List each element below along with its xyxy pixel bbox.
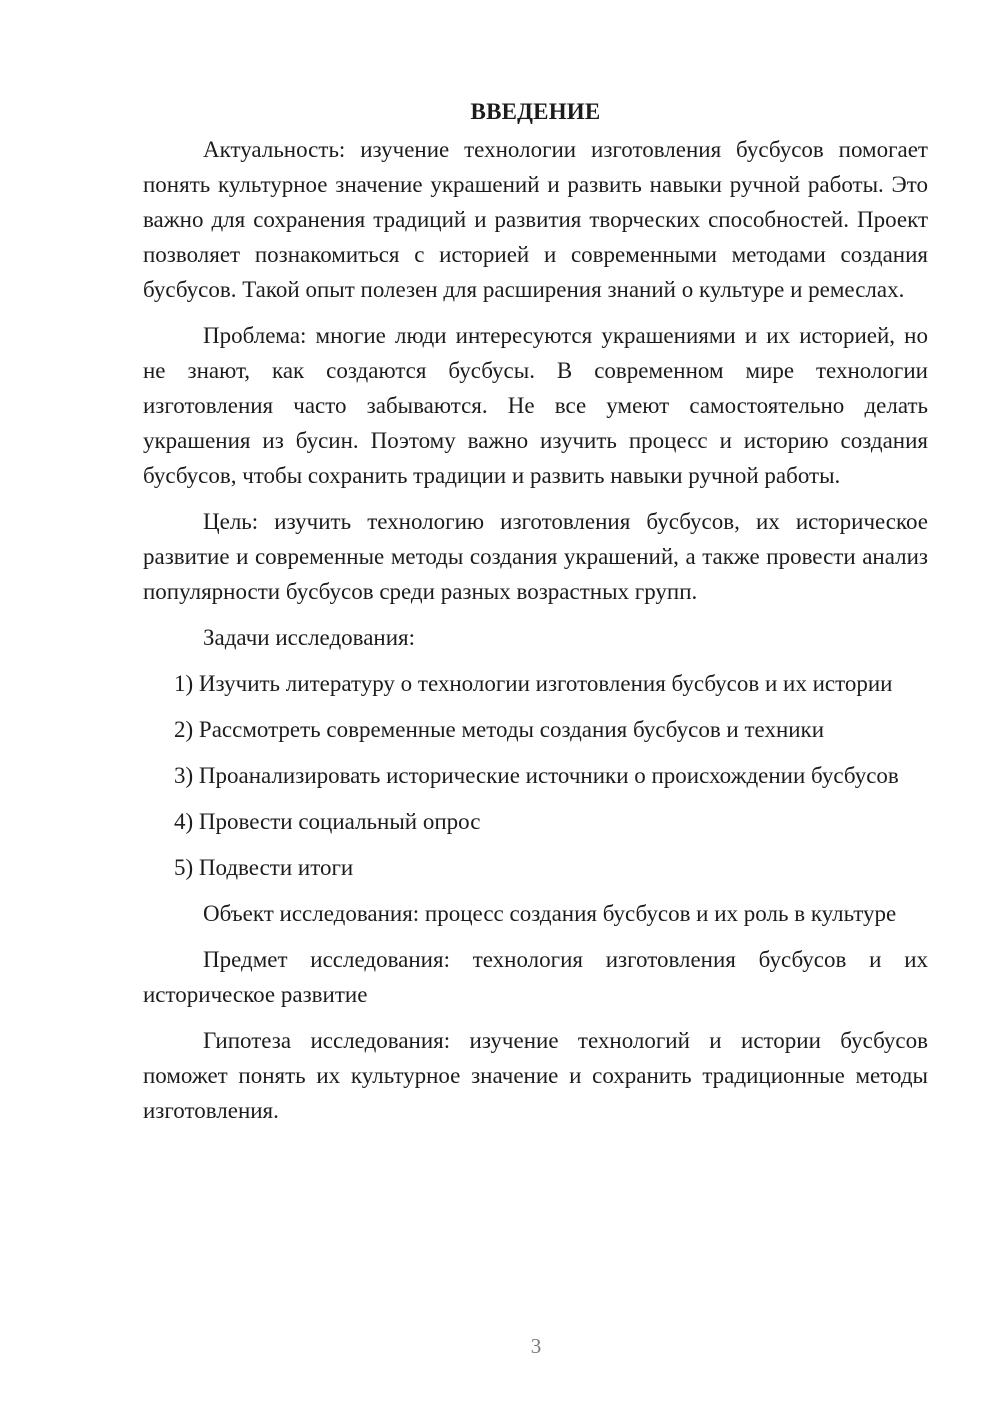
hypothesis-paragraph: Гипотеза исследования: изучение технологий и истории бусбусов поможет понять их культурное значение и сохранить традиционные методы изготовления. xyxy=(143,1028,928,1123)
relevance-paragraph: Актуальность: изучение технологии изготовления бусбусов помогает понять культурное значение украшений и развить навыки ручной работы. Это важно для сохранения традиций и развития творческих способностей. Проект позволяет познакомиться с историей и современными методами создания бусбусов. Такой опыт полезен для расширения знаний о культуре и ремеслах. xyxy=(143,137,928,302)
tasks-list xyxy=(143,666,928,885)
task-item: 2) Рассмотреть современные методы создания бусбусов и техники xyxy=(174,717,825,742)
page-number: 3 xyxy=(530,1334,542,1358)
task-item: 5) Подвести итоги xyxy=(174,855,354,880)
task-item: 4) Провести социальный опрос xyxy=(174,809,481,834)
tasks-heading: Задачи исследования: xyxy=(203,625,416,650)
problem-paragraph: Проблема: многие люди интересуются украшениями и их историей, но не знают, как создаются бусбусы. В современном мире технологии изготовления часто забываются. Не все умеют самостоятельно делать украшения из бусин. Поэтому важно изучить процесс и историю создания бусбусов, чтобы сохранить традиции и развить навыки ручной работы. xyxy=(143,323,928,488)
object-paragraph: Объект исследования: процесс создания бусбусов и их роль в культуре xyxy=(203,901,897,926)
page-title: ВВЕДЕНИЕ xyxy=(470,99,601,124)
task-item: 1) Изучить литературу о технологии изготовления бусбусов и их истории xyxy=(174,671,893,696)
task-item: 3) Проанализировать исторические источники о происхождении бусбусов xyxy=(174,763,899,788)
page-body xyxy=(143,94,928,1139)
goal-paragraph: Цель: изучить технологию изготовления бусбусов, их историческое развитие и современные методы создания украшений, а также провести анализ популярности бусбусов среди разных возрастных групп. xyxy=(143,509,928,604)
subject-paragraph: Предмет исследования: технология изготовления бусбусов и их историческое развитие xyxy=(143,947,928,1007)
